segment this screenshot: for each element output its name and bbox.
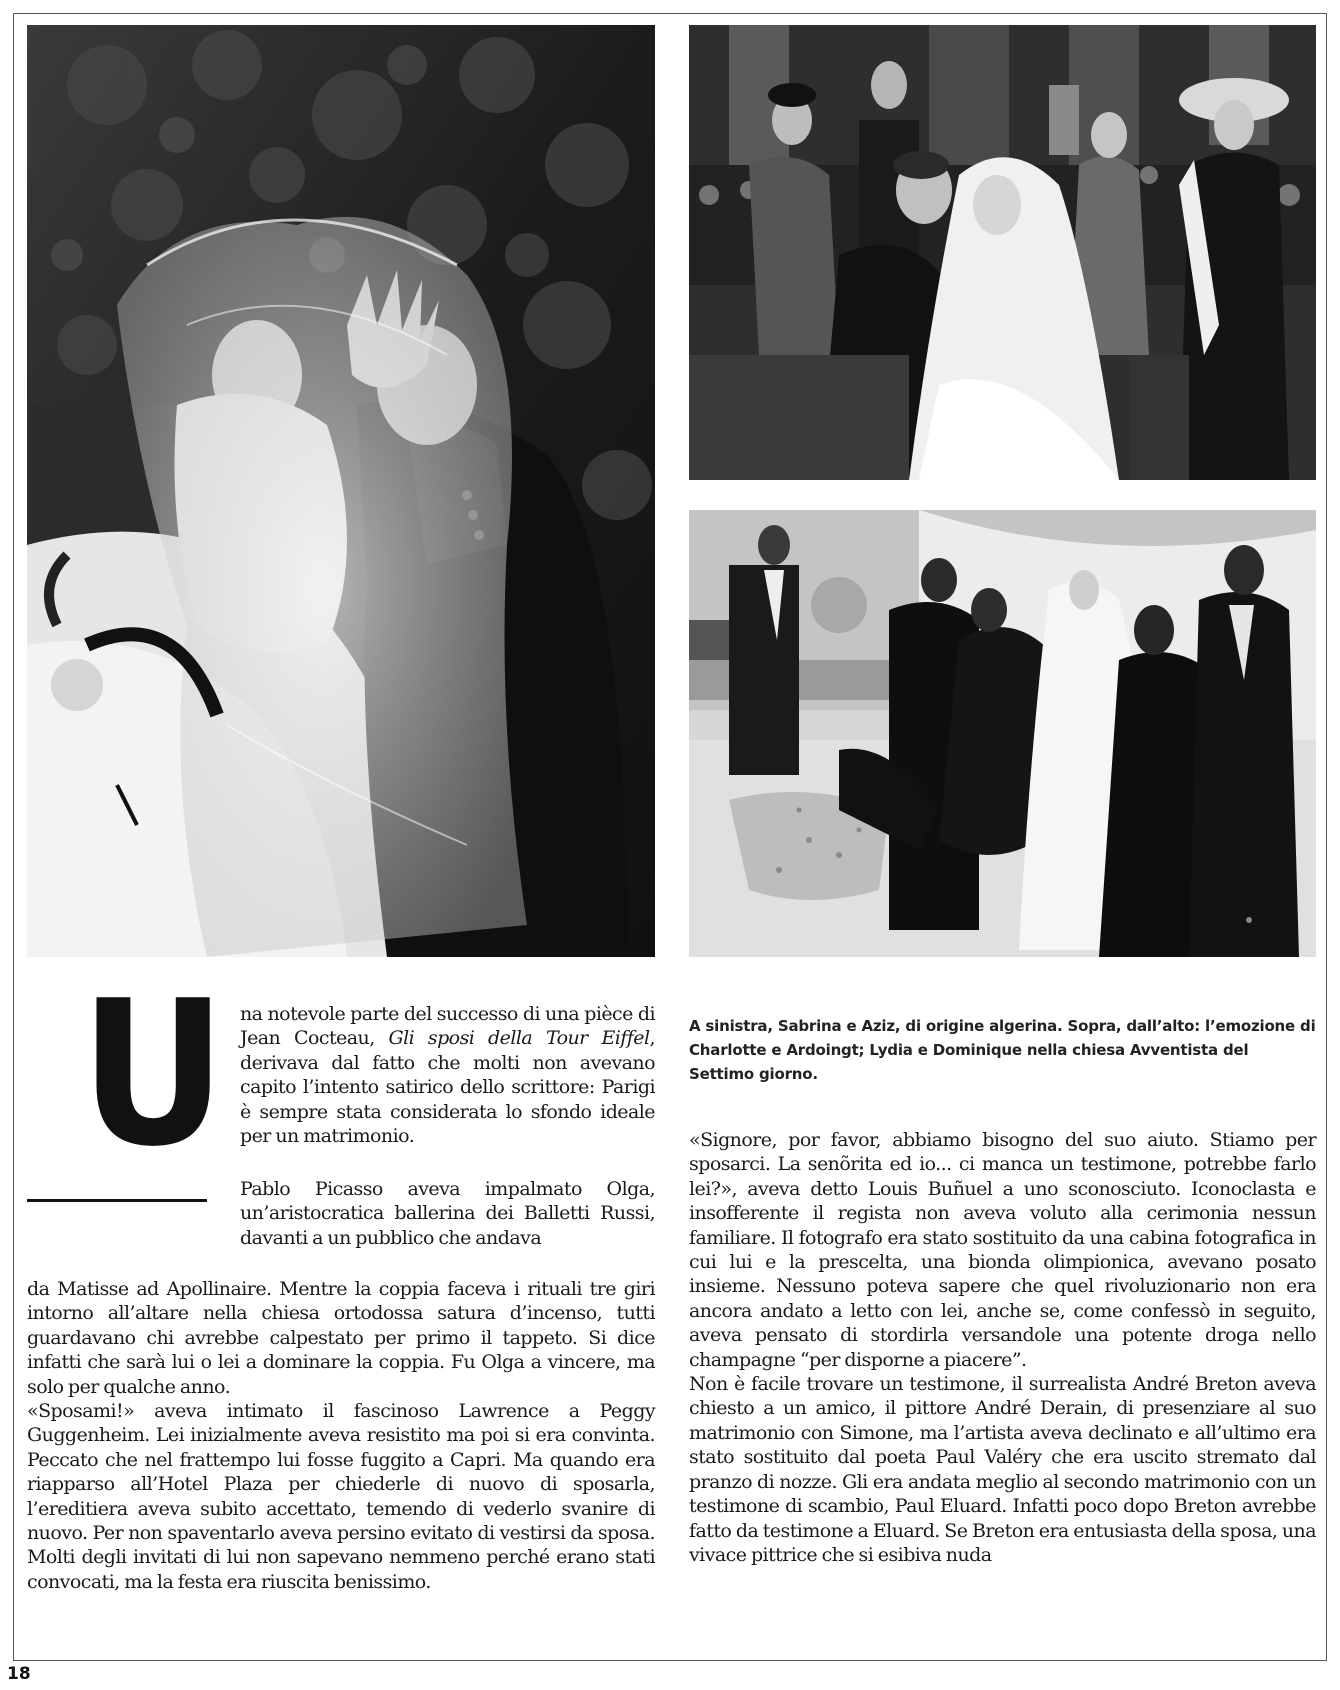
intro-text: na notevole parte del successo di una pièce di Jean Cocteau,: [240, 1003, 655, 1050]
article-left-column: [27, 1277, 655, 1594]
wedding-veil-photo-icon: [27, 25, 655, 957]
adventist-wedding-photo-icon: [689, 510, 1316, 957]
photo-adventist-wedding: [689, 510, 1316, 957]
paragraph-guggenheim: «Sposami!» aveva intimato il fascinoso Lawrence a Peggy Guggenheim. Lei inizialmente aveva resistito ma poi si era convinta. Peccato che nel frattempo lui fosse fuggito a Capri. Ma quando era riapparso all’Hotel Plaza per chiederle di nuovo di sposarla, l’ereditiera aveva subito accettato, temendo di vederlo svanire di nuovo. Per non spaventarlo aveva persino evitato di vestirsi da sposa. Molti degli invitati di lui non sapevano nemmeno perché erano stati convocati, ma la festa era riuscita benissimo.: [27, 1400, 655, 1593]
paragraph-breton: Non è facile trovare un testimone, il surrealista André Breton aveva chiesto a un amico, il pittore André Derain, di presenziare al suo matrimonio con Simone, ma l’artista aveva declinato e all’ultimo era stato sostituito dal poeta Paul Valéry che era uscito stremato dal pranzo di nozze. Gli era andata meglio al secondo matrimonio con un testimone di scambio, Paul Eluard. Infatti poco dopo Breton avrebbe fatto da testimone a Eluard. Se Breton era entusiasta della sposa, una vivace pittrice che si esibiva nuda: [689, 1373, 1316, 1566]
paragraph-bunuel: «Signore, por favor, abbiamo bisogno del suo aiuto. Stiamo per sposarci. La senõrita ed io... ci manca un testimone, potrebbe farlo lei?», aveva detto Louis Buñuel a uno sconosciuto. Iconoclasta e insofferente il regista non aveva voluto alla cerimonia nessun familiare. Il fotografo era stato sostituito da una cabina fotografica in cui lui e la prescelta, una bionda olimpionica, avevano posato insieme. Nessuno poteva sapere che quel rivoluzionario non era ancora andato a letto con lei, anche se, come confessò in seguito, aveva pensato di stordirla versandole una potente droga nello champagne “per disporne a piacere”.: [689, 1129, 1316, 1371]
article-picasso-intro: [240, 1177, 655, 1250]
paragraph-picasso: da Matisse ad Apollinaire. Mentre la coppia faceva i rituali tre giri intorno all’altare nella chiesa ortodossa satura d’incenso, tutti guardavano chi avrebbe calpestato per primo il tappeto. Si dice infatti che sarà lui o lei a dominare la coppia. Fu Olga a vincere, ma solo per qualche anno.: [27, 1278, 655, 1398]
church-wedding-photo-icon: [689, 25, 1316, 480]
drop-cap-rule: [27, 1199, 207, 1202]
photo-caption: A sinistra, Sabrina e Aziz, di origine algerina. Sopra, dall’alto: l’emozione di Charlotte e Ardoingt; Lydia e Dominique nella chiesa Avventista del Settimo giorno.: [689, 1017, 1316, 1083]
article-intro: [240, 1002, 655, 1148]
page-number: 18: [7, 1664, 31, 1684]
article-right-column: [689, 1128, 1316, 1567]
intro-text-rest: , derivava dal fatto che molti non avevano capito l’intento satirico dello scrittore: Parigi è sempre stata considerata lo sfondo ideale per un matrimonio.: [240, 1027, 655, 1148]
photo-church-wedding: [689, 25, 1316, 480]
picasso-text: Pablo Picasso aveva impalmato Olga, un’aristocratica ballerina dei Balletti Russi, davanti a un pubblico che andava: [240, 1178, 655, 1249]
photo-bride-groom-veil: [27, 25, 655, 957]
drop-cap: U: [80, 958, 223, 1191]
intro-italic-title: Gli sposi della Tour Eiffel: [388, 1027, 650, 1050]
